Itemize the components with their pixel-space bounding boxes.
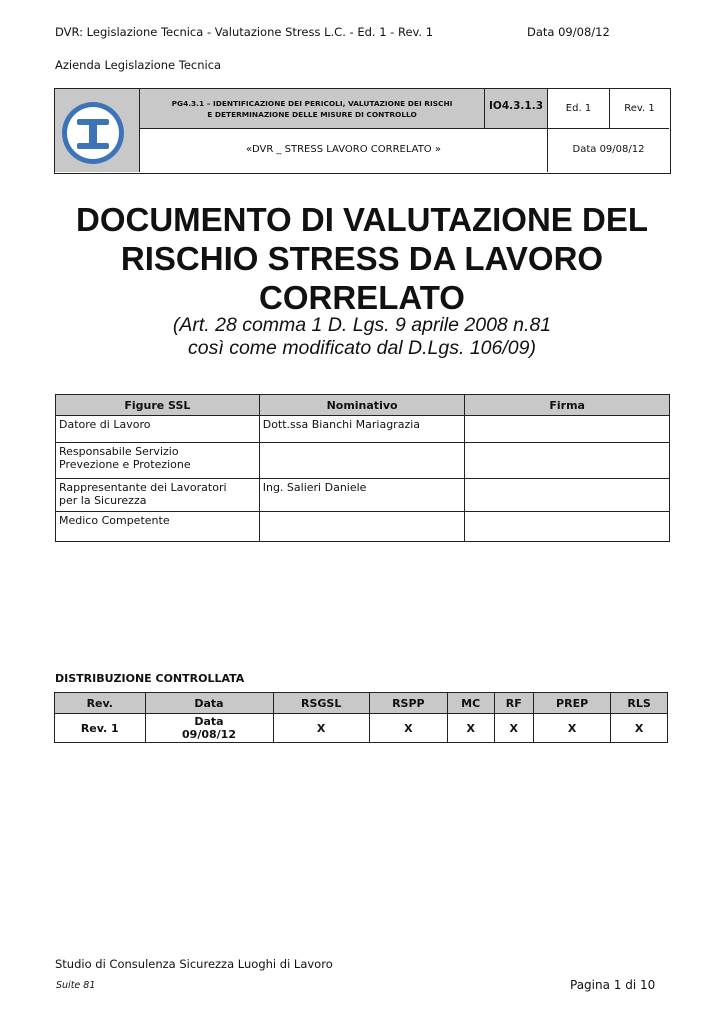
column-header-name: Nominativo	[259, 395, 465, 416]
dist-prep: X	[534, 714, 611, 743]
revision-label: Rev. 1	[610, 89, 669, 129]
table-row	[56, 416, 670, 443]
signature-cell	[465, 479, 670, 512]
dist-rev: Rev. 1	[55, 714, 146, 743]
dist-header-rsgsl: RSGSL	[273, 693, 369, 714]
role-cell: Rappresentante dei Lavoratori per la Sicurezza	[56, 479, 260, 512]
role-cell: Responsabile Servizio Prevezione e Protezione	[56, 443, 260, 479]
dist-header-rspp: RSPP	[369, 693, 447, 714]
page-number: Pagina 1 di 10	[570, 978, 656, 992]
name-cell: Ing. Salieri Daniele	[259, 479, 465, 512]
edition-label: Ed. 1	[548, 89, 610, 129]
document-date: Data 09/08/12	[572, 144, 645, 155]
document-subtitle: «DVR _ STRESS LAVORO CORRELATO »	[140, 129, 548, 172]
dist-header-rev: Rev.	[55, 693, 146, 714]
name-cell: Dott.ssa Bianchi Mariagrazia	[259, 416, 465, 443]
procedure-title-line2: E DETERMINAZIONE DELLE MISURE DI CONTROLLO	[207, 110, 417, 119]
procedure-title	[140, 89, 485, 129]
document-control-block	[54, 88, 671, 174]
distribution-table	[54, 692, 668, 743]
signature-cell	[465, 512, 670, 542]
signature-cell	[465, 443, 670, 479]
column-header-figure: Figure SSL	[56, 395, 260, 416]
header-document-line: DVR: Legislazione Tecnica - Valutazione Stress L.C. - Ed. 1 - Rev. 1	[55, 25, 434, 39]
ssl-roles-table	[55, 394, 670, 542]
main-title	[40, 200, 684, 317]
logo-cell	[55, 89, 140, 172]
header-company: Azienda Legislazione Tecnica	[55, 58, 222, 72]
dist-header-rls: RLS	[611, 693, 668, 714]
table-row	[56, 512, 670, 542]
role-cell: Datore di Lavoro	[56, 416, 260, 443]
dist-date: Data 09/08/12	[145, 714, 273, 743]
legal-reference-line2: così come modificato dal D.Lgs. 106/09)	[188, 337, 536, 359]
footer-company: Studio di Consulenza Sicurezza Luoghi di Lavoro	[55, 957, 333, 971]
dist-header-rf: RF	[494, 693, 534, 714]
table-row	[56, 479, 670, 512]
legal-reference	[40, 314, 684, 360]
signature-cell	[465, 416, 670, 443]
column-header-signature: Firma	[465, 395, 670, 416]
dist-header-mc: MC	[447, 693, 494, 714]
company-logo-icon	[62, 102, 124, 164]
procedure-title-line1: PG4.3.1 – IDENTIFICAZIONE DEI PERICOLI, VALUTAZIONE DEI RISCHI	[171, 99, 453, 108]
main-title-line2: RISCHIO STRESS DA LAVORO	[120, 240, 604, 277]
main-title-line1: DOCUMENTO DI VALUTAZIONE DEL	[76, 201, 648, 238]
header-date: Data 09/08/12	[527, 25, 610, 39]
dist-rf: X	[494, 714, 534, 743]
name-cell	[259, 512, 465, 542]
dist-rls: X	[611, 714, 668, 743]
dist-rspp: X	[369, 714, 447, 743]
table-row	[55, 714, 668, 743]
main-title-line3: CORRELATO	[259, 279, 465, 316]
distribution-heading: DISTRIBUZIONE CONTROLLATA	[55, 672, 245, 685]
procedure-code: IO4.3.1.3	[485, 89, 548, 129]
name-cell	[259, 443, 465, 479]
dist-mc: X	[447, 714, 494, 743]
legal-reference-line1: (Art. 28 comma 1 D. Lgs. 9 aprile 2008 n.81	[172, 314, 552, 336]
dist-header-prep: PREP	[534, 693, 611, 714]
footer-suite: Suite 81	[56, 980, 96, 991]
dist-header-data: Data	[145, 693, 273, 714]
role-cell: Medico Competente	[56, 512, 260, 542]
dist-rsgsl: X	[273, 714, 369, 743]
table-row	[56, 443, 670, 479]
